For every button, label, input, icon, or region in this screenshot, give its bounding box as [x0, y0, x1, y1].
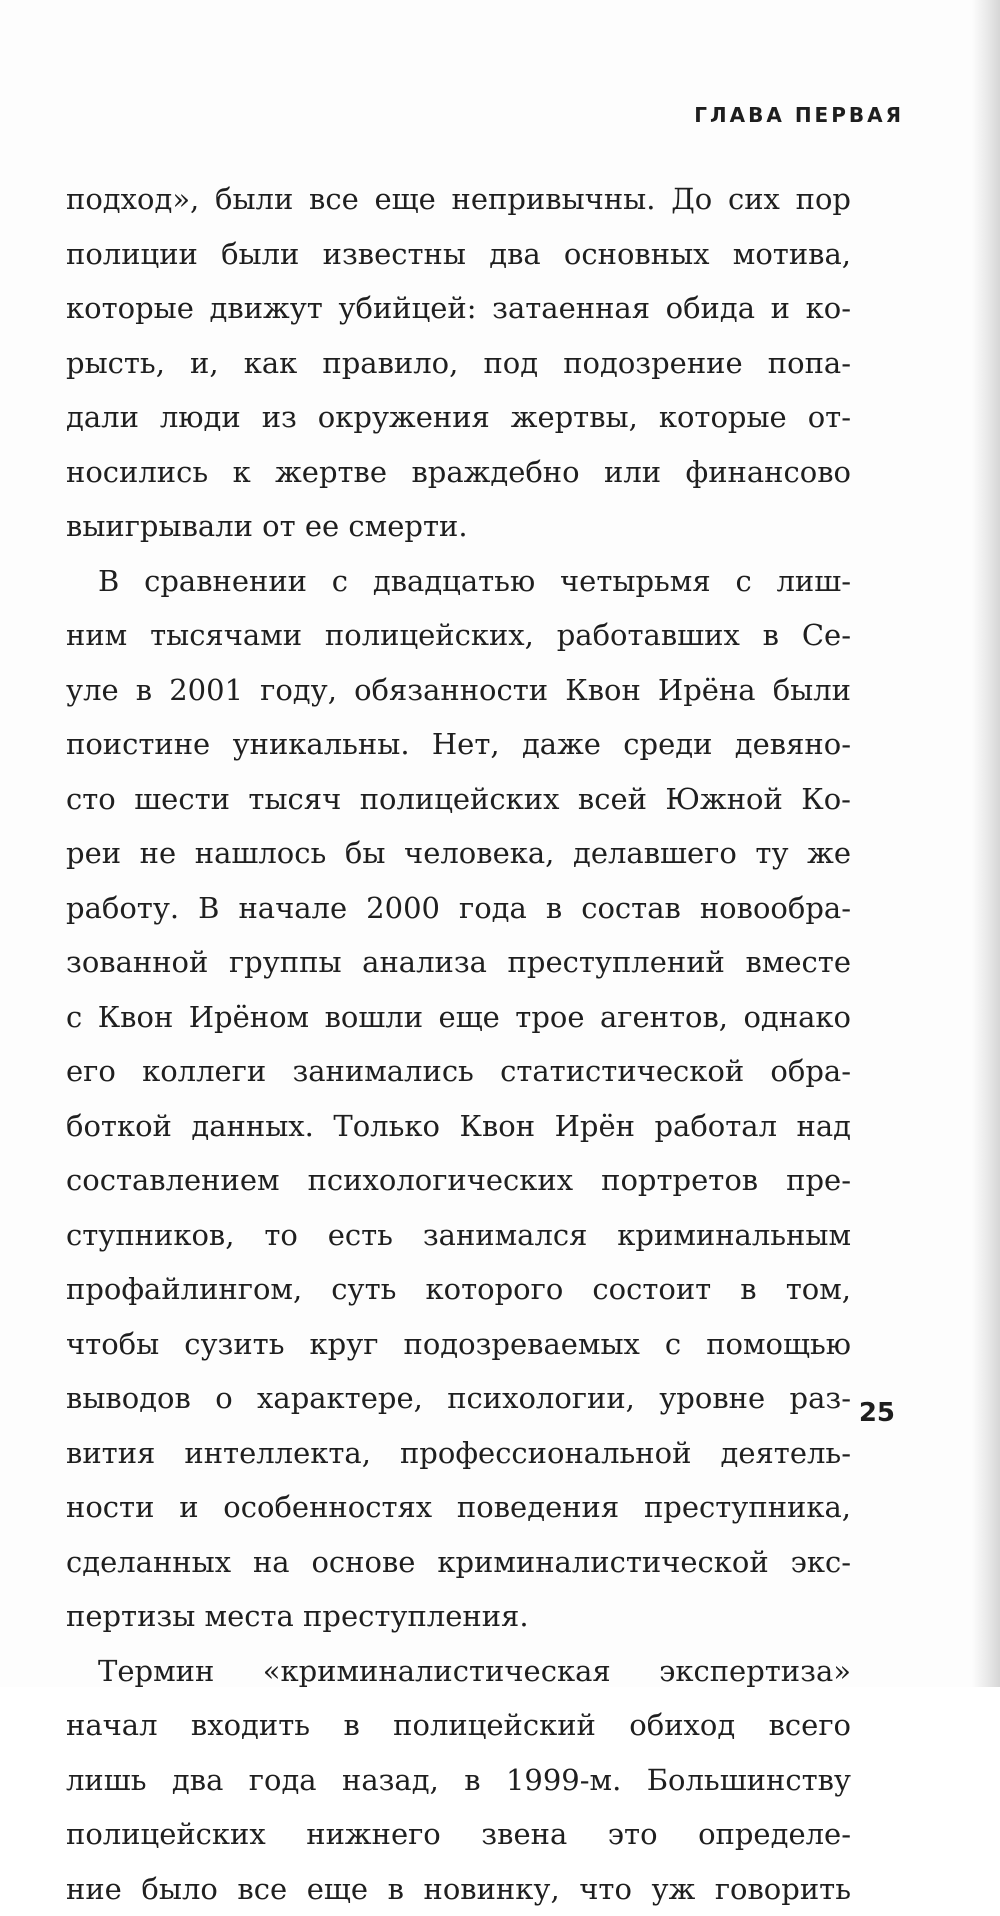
text-line: полиции были известны два основных мотива, [66, 227, 851, 282]
text-line: начал входить в полицейский обиход всего [66, 1698, 851, 1753]
text-line: носились к жертве враждебно или финансово [66, 445, 851, 500]
text-line: подход», были все еще непривычны. До сих пор [66, 172, 851, 227]
text-line: сто шести тысяч полицейских всей Южной Ко- [66, 772, 851, 827]
page-number: 25 [859, 1398, 895, 1428]
text-line: профайлингом, суть которого состоит в том, [66, 1262, 851, 1317]
text-line: ступников, то есть занимался криминальным [66, 1208, 851, 1263]
text-line: выигрывали от ее смерти. [66, 499, 851, 554]
page-edge-shadow [972, 0, 1000, 1687]
text-line: пертизы места преступления. [66, 1589, 851, 1644]
text-line: полицейских нижнего звена это определе- [66, 1807, 851, 1862]
text-line: боткой данных. Только Квон Ирён работал над [66, 1099, 851, 1154]
text-line: вития интеллекта, профессиональной деятель- [66, 1426, 851, 1481]
body-text [66, 172, 851, 1916]
text-line: составлением психологических портретов пре- [66, 1153, 851, 1208]
text-line: которые движут убийцей: затаенная обида и ко- [66, 281, 851, 336]
text-line: ним тысячами полицейских, работавших в Се- [66, 608, 851, 663]
text-line: ности и особенностях поведения преступника, [66, 1480, 851, 1535]
text-line: дали люди из окружения жертвы, которые от- [66, 390, 851, 445]
text-line: уле в 2001 году, обязанности Квон Ирёна были [66, 663, 851, 718]
text-line: Термин «криминалистическая экспертиза» [66, 1644, 851, 1699]
chapter-running-head: ГЛАВА ПЕРВАЯ [694, 103, 904, 127]
text-line: поистине уникальны. Нет, даже среди девяно- [66, 717, 851, 772]
text-line: выводов о характере, психологии, уровне раз- [66, 1371, 851, 1426]
text-line: сделанных на основе криминалистической экс- [66, 1535, 851, 1590]
text-line: рысть, и, как правило, под подозрение попа- [66, 336, 851, 391]
text-line: реи не нашлось бы человека, делавшего ту же [66, 826, 851, 881]
text-line: В сравнении с двадцатью четырьмя с лиш- [66, 554, 851, 609]
text-line: зованной группы анализа преступлений вместе [66, 935, 851, 990]
text-line: лишь два года назад, в 1999-м. Большинству [66, 1753, 851, 1808]
text-line: работу. В начале 2000 года в состав новообра- [66, 881, 851, 936]
text-line: чтобы сузить круг подозреваемых с помощью [66, 1317, 851, 1372]
text-line: ние было все еще в новинку, что уж говорить [66, 1862, 851, 1916]
text-line: с Квон Ирёном вошли еще трое агентов, однако [66, 990, 851, 1045]
text-line: его коллеги занимались статистической обра- [66, 1044, 851, 1099]
